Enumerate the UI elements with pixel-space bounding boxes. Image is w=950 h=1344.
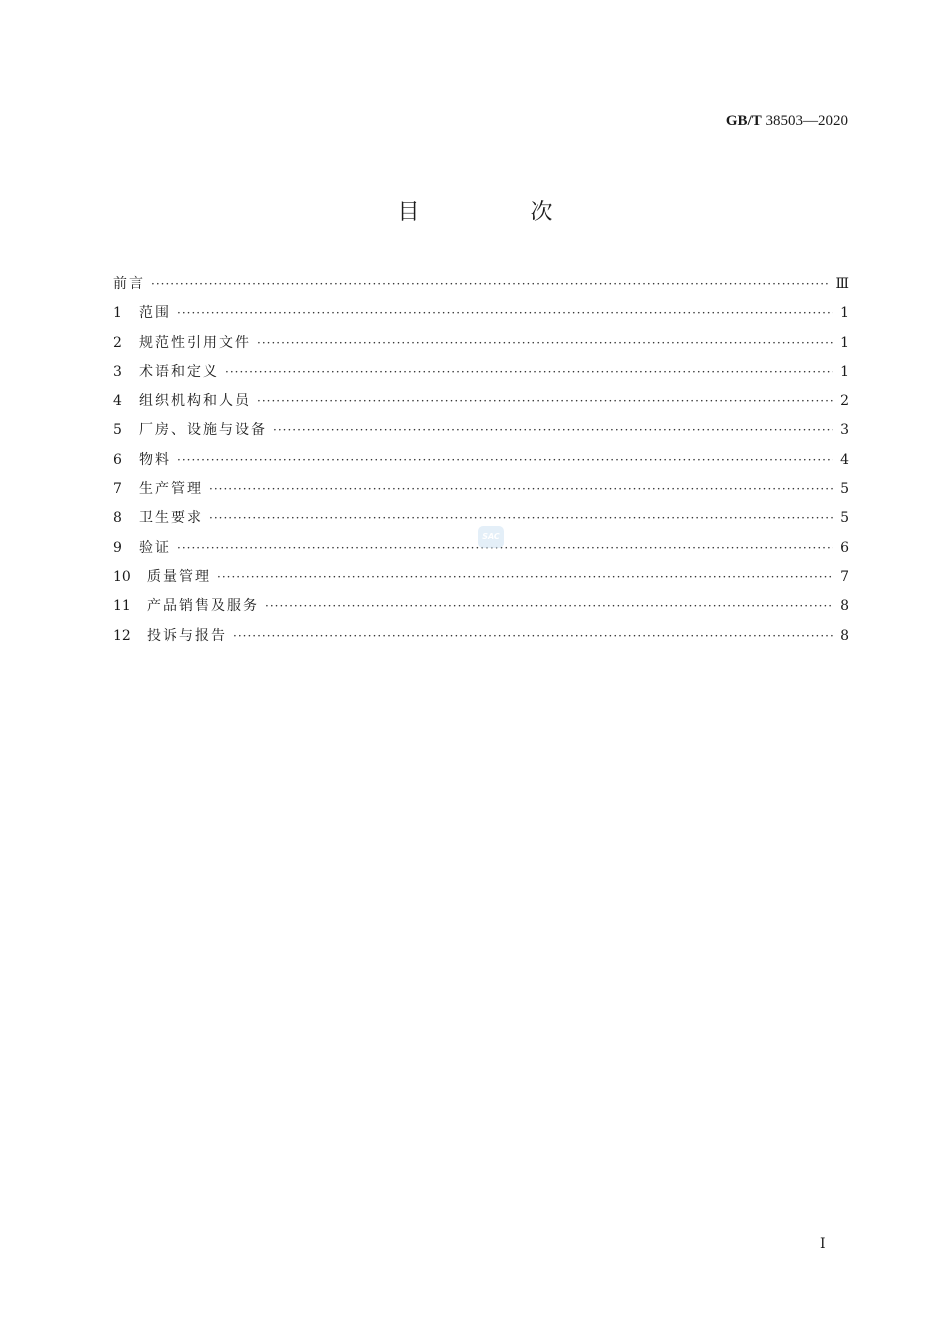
toc-entry-page: 3 xyxy=(840,422,849,439)
toc-leader-dots xyxy=(257,387,833,416)
toc-leader-dots xyxy=(217,563,833,592)
toc-entry-6[interactable] xyxy=(113,446,849,475)
toc-entry-title: 生产管理 xyxy=(139,481,203,498)
page-number: I xyxy=(820,1236,826,1252)
toc-entry-page: 2 xyxy=(840,393,849,410)
toc-entry-page: 7 xyxy=(840,568,849,585)
toc-entry-foreword[interactable] xyxy=(113,270,849,299)
toc-entry-page: 1 xyxy=(840,363,849,380)
toc-entry-7[interactable] xyxy=(113,475,849,504)
toc-entry-3[interactable] xyxy=(113,358,849,387)
toc-entry-title: 前言 xyxy=(113,276,145,292)
toc-entry-title: 范围 xyxy=(139,305,171,322)
toc-entry-page: 8 xyxy=(840,598,849,615)
toc-entry-title: 厂房、设施与设备 xyxy=(139,422,267,439)
toc-leader-dots xyxy=(257,329,833,358)
toc-leader-dots xyxy=(177,446,833,475)
toc-entry-title: 卫生要求 xyxy=(139,510,203,527)
toc-leader-dots xyxy=(177,534,833,563)
toc-entry-title: 组织机构和人员 xyxy=(139,393,251,410)
toc-entry-number: 4 xyxy=(113,393,122,410)
toc-leader-dots xyxy=(209,475,833,504)
toc-entry-page: 8 xyxy=(840,627,849,644)
toc-entry-page: 5 xyxy=(840,481,849,498)
toc-entry-page: Ⅲ xyxy=(835,276,849,292)
toc-entry-10[interactable] xyxy=(113,563,849,592)
table-of-contents xyxy=(113,270,849,651)
toc-entry-5[interactable] xyxy=(113,416,849,445)
standard-number: 38503—2020 xyxy=(765,113,848,129)
toc-entry-11[interactable] xyxy=(113,592,849,621)
toc-entry-number: 5 xyxy=(113,422,122,439)
toc-entry-2[interactable] xyxy=(113,329,849,358)
toc-entry-title: 验证 xyxy=(139,539,171,556)
toc-entry-number: 1 xyxy=(113,305,122,322)
toc-entry-4[interactable] xyxy=(113,387,849,416)
toc-leader-dots xyxy=(233,622,833,651)
standard-prefix: GB/T xyxy=(725,113,762,129)
toc-entry-number: 9 xyxy=(113,539,122,556)
toc-entry-title: 规范性引用文件 xyxy=(139,334,251,351)
toc-entry-12[interactable] xyxy=(113,622,849,651)
toc-entry-number: 12 xyxy=(113,627,131,644)
toc-entry-title: 投诉与报告 xyxy=(147,627,227,644)
toc-leader-dots xyxy=(209,504,833,533)
toc-leader-dots xyxy=(177,299,833,328)
watermark-text: SAC xyxy=(482,532,500,541)
toc-entry-page: 1 xyxy=(840,305,849,322)
toc-entry-page: 6 xyxy=(840,539,849,556)
toc-entry-number: 6 xyxy=(113,451,122,468)
toc-entry-number: 10 xyxy=(113,568,131,585)
toc-entry-page: 4 xyxy=(840,451,849,468)
page-title: 目 次 xyxy=(397,200,605,225)
toc-entry-number: 7 xyxy=(113,481,122,498)
sac-watermark-logo xyxy=(478,526,504,548)
toc-entry-page: 5 xyxy=(840,510,849,527)
toc-entry-title: 质量管理 xyxy=(147,568,211,585)
toc-leader-dots xyxy=(265,592,833,621)
toc-entry-title: 术语和定义 xyxy=(139,363,219,380)
toc-entry-page: 1 xyxy=(840,334,849,351)
toc-leader-dots xyxy=(273,416,833,445)
toc-entry-title: 产品销售及服务 xyxy=(147,598,259,615)
toc-leader-dots xyxy=(151,270,831,299)
toc-entry-number: 11 xyxy=(113,598,131,615)
toc-entry-number: 3 xyxy=(113,363,122,380)
toc-entry-number: 2 xyxy=(113,334,122,351)
toc-entry-title: 物料 xyxy=(139,451,171,468)
toc-entry-1[interactable] xyxy=(113,299,849,328)
toc-entry-number: 8 xyxy=(113,510,122,527)
toc-leader-dots xyxy=(225,358,833,387)
standard-code xyxy=(726,113,848,130)
